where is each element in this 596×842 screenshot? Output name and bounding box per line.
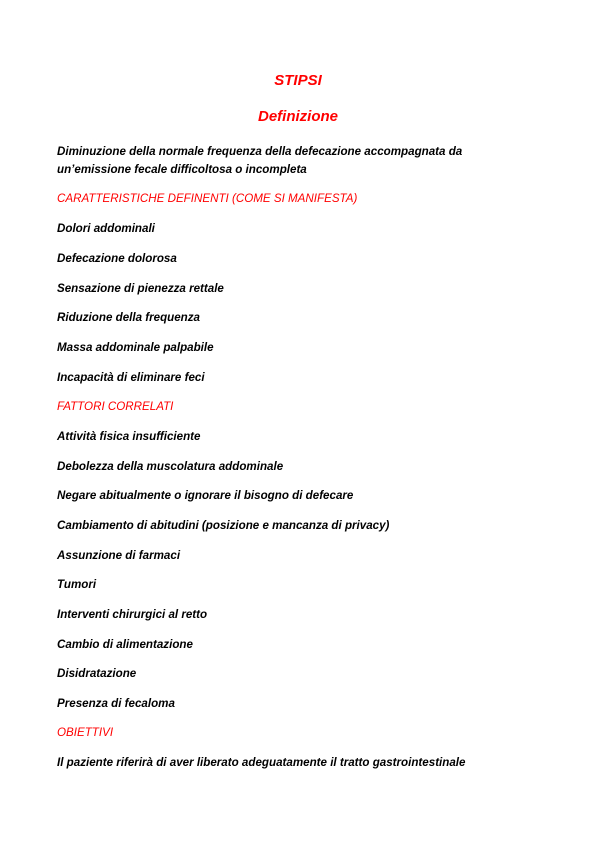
definition-text: Diminuzione della normale frequenza della defecazione accompagnata da un’emissione fecale difficoltosa o incompleta: [57, 145, 463, 176]
list-item: Riduzione della frequenza: [57, 311, 201, 324]
list-item: Attività fisica insufficiente: [57, 430, 201, 443]
document-subtitle: Definizione: [257, 108, 338, 125]
list-item: Cambio di alimentazione: [57, 638, 193, 651]
list-item: Debolezza della muscolatura addominale: [57, 460, 284, 473]
list-item: Disidratazione: [57, 667, 137, 680]
list-item: Cambiamento di abitudini (posizione e mancanza di privacy): [57, 519, 390, 532]
list-item: Defecazione dolorosa: [57, 252, 177, 265]
list-item: Interventi chirurgici al retto: [57, 608, 208, 621]
list-item: Presenza di fecaloma: [57, 697, 175, 710]
document-title: STIPSI: [274, 72, 322, 89]
list-item: Negare abitualmente o ignorare il bisogno di defecare: [57, 489, 354, 502]
list-item: Dolori addominali: [57, 222, 155, 235]
list-item: Assunzione di farmaci: [57, 549, 181, 562]
section-heading-characteristics: CARATTERISTICHE DEFINENTI (COME SI MANIFESTA): [57, 192, 358, 205]
list-item: Incapacità di eliminare feci: [57, 371, 205, 384]
list-item: Massa addominale palpabile: [57, 341, 214, 354]
list-item: Sensazione di pienezza rettale: [57, 282, 224, 295]
list-item: Tumori: [57, 578, 97, 591]
list-item: Il paziente riferirà di aver liberato adeguatamente il tratto gastrointestinale: [57, 756, 466, 769]
section-heading-objectives: OBIETTIVI: [57, 726, 114, 739]
section-heading-factors: FATTORI CORRELATI: [57, 400, 174, 413]
